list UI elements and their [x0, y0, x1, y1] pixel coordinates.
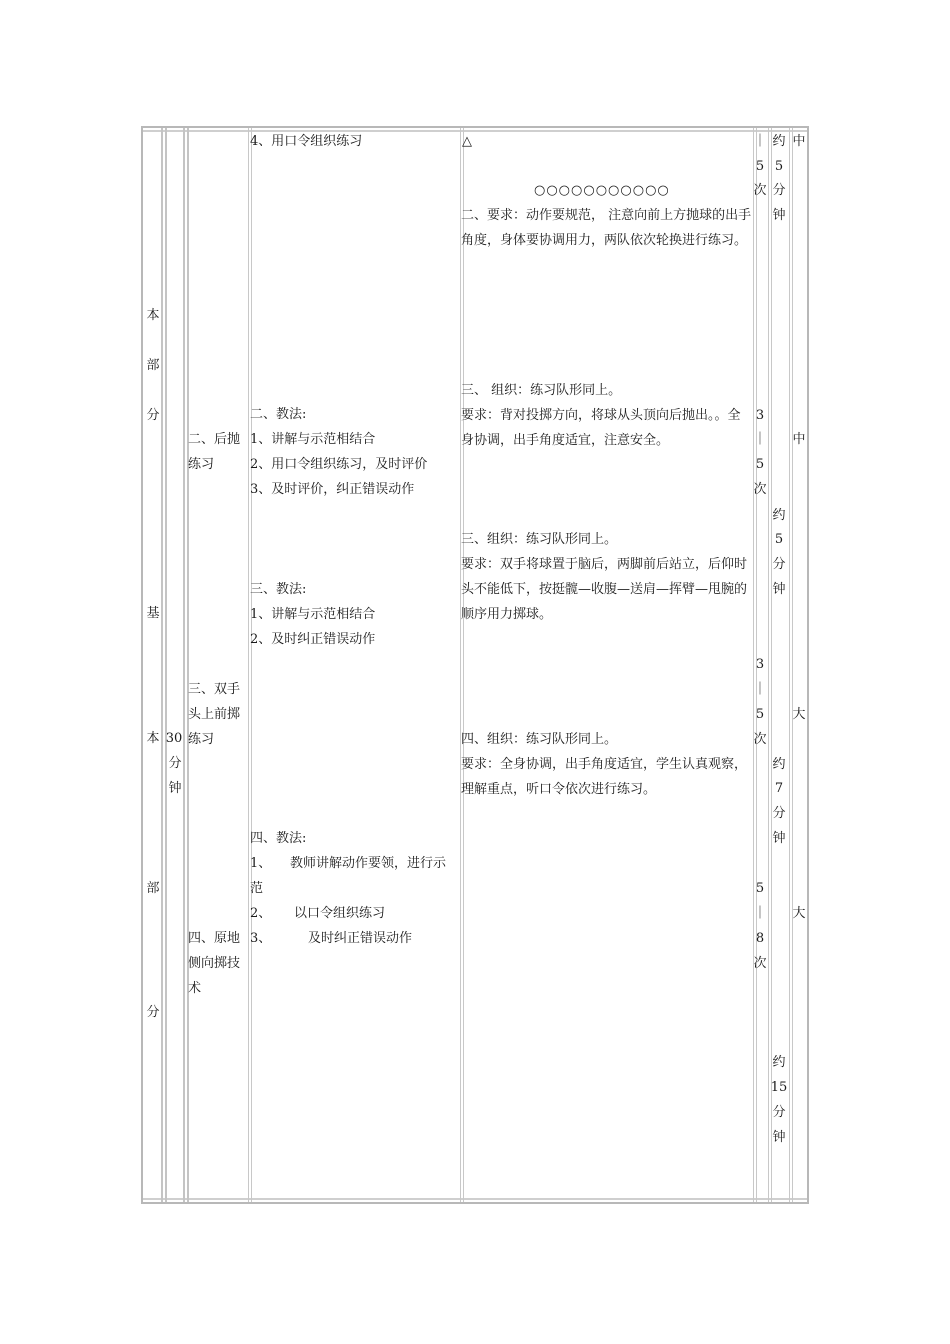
- duration-1-char: 分: [772, 183, 786, 198]
- col-divider: [248, 128, 249, 1202]
- method-3-line: 三、教法:: [250, 582, 307, 597]
- method-2-line: 2、用口令组织练习，及时评价: [250, 457, 428, 472]
- requirement-4: 要求：全身协调，出手角度适宜，学生认真观察，理解重点，听口令依次进行练习。: [461, 757, 748, 797]
- col-divider: [251, 128, 252, 1202]
- content-item-4-line: 侧向掷技: [188, 956, 241, 971]
- method-4-item-number: 2、: [250, 906, 272, 921]
- col-divider: [789, 128, 790, 1202]
- duration-1-char: 约: [772, 134, 786, 149]
- count-1-char: 5: [755, 159, 765, 174]
- duration-4-char: 钟: [772, 1130, 786, 1145]
- col-divider: [792, 128, 793, 1202]
- count-3-char: ｜: [753, 682, 767, 697]
- col-divider: [460, 128, 461, 1202]
- count-2-char: ｜: [753, 432, 767, 447]
- count-2-char: 5: [755, 457, 765, 472]
- content-item-3-line: 头上前掷: [188, 707, 241, 722]
- table-bottom-rule: [143, 1198, 807, 1200]
- section-char: 分: [146, 1005, 160, 1020]
- section-char: 基: [146, 606, 160, 621]
- duration-3-char: 钟: [772, 831, 786, 846]
- duration-2-char: 约: [772, 508, 786, 523]
- time-char: 钟: [168, 781, 182, 796]
- count-1-char: ｜: [753, 134, 767, 149]
- method-4-item-text: 及时纠正错误动作: [308, 931, 413, 946]
- intensity-3: 大: [792, 707, 806, 722]
- section-char: 部: [146, 881, 160, 896]
- triangle-icon: △: [462, 134, 472, 149]
- method-top-line: 4、用口令组织练习: [250, 134, 363, 149]
- col-divider: [165, 128, 167, 1202]
- content-item-4-line: 四、原地: [188, 931, 241, 946]
- duration-1-char: 钟: [772, 208, 786, 223]
- requirement-1: 二、要求：动作要规范， 注意向前上方抛球的出手角度，身体要协调用力，两队依次轮换进行练习。: [461, 208, 752, 248]
- method-4-item-number: 1、: [250, 856, 272, 871]
- col-divider: [771, 128, 772, 1202]
- duration-2-char: 分: [772, 557, 786, 572]
- count-2-char: 次: [753, 482, 767, 497]
- organization-3-heading: 三、组织：练习队形同上。: [461, 532, 618, 547]
- duration-4-char: 约: [772, 1055, 786, 1070]
- content-item-3-line: 练习: [188, 732, 215, 747]
- table-top-rule: [143, 130, 807, 132]
- count-4-char: 5: [755, 881, 765, 896]
- content-item-3-line: 三、双手: [188, 682, 241, 697]
- organization-2-heading: 三、 组织：练习队形同上。: [461, 383, 622, 398]
- count-1-char: 次: [753, 183, 767, 198]
- duration-2-char: 钟: [772, 582, 786, 597]
- section-char: 本: [146, 731, 160, 746]
- col-divider: [463, 128, 464, 1202]
- duration-1-char: 5: [774, 159, 784, 174]
- col-divider: [161, 128, 163, 1202]
- duration-3-char: 7: [774, 781, 784, 796]
- content-item-2-line: 二、后抛: [188, 432, 241, 447]
- student-formation: ○○○○○○○○○○○: [534, 183, 670, 198]
- method-2-line: 3、及时评价，纠正错误动作: [250, 482, 415, 497]
- count-3-char: 5: [755, 707, 765, 722]
- section-char: 本: [146, 308, 160, 323]
- intensity-2: 中: [792, 432, 806, 447]
- method-4-item-wrap: 范: [250, 881, 264, 896]
- count-3-char: 次: [753, 732, 767, 747]
- method-2-line: 二、教法:: [250, 407, 307, 422]
- method-4-item-text: 以口令组织练习: [294, 906, 386, 921]
- time-number: 30: [165, 731, 183, 746]
- method-4-item-text: 教师讲解动作要领，进行示: [290, 856, 447, 871]
- duration-4-char: 分: [772, 1105, 786, 1120]
- requirement-3: 要求：双手将球置于脑后，两脚前后站立，后仰时头不能低下，按挺髋—收腹—送肩—挥臂—甩腕的顺序用力掷球。: [461, 557, 748, 622]
- count-4-char: 8: [755, 931, 765, 946]
- col-divider: [183, 128, 185, 1202]
- duration-3-char: 分: [772, 806, 786, 821]
- count-4-char: ｜: [753, 906, 767, 921]
- count-3-char: 3: [755, 657, 765, 672]
- duration-3-char: 约: [772, 757, 786, 772]
- method-4-heading: 四、教法:: [250, 831, 307, 846]
- col-divider: [187, 128, 189, 1202]
- section-char: 部: [146, 358, 160, 373]
- method-4-item-number: 3、: [250, 931, 272, 946]
- intensity-4: 大: [792, 906, 806, 921]
- organization-4-heading: 四、组织：练习队形同上。: [461, 732, 618, 747]
- duration-2-char: 5: [774, 532, 784, 547]
- lesson-plan-table: [141, 126, 809, 1204]
- content-item-2-line: 练习: [188, 457, 215, 472]
- content-item-4-line: 术: [188, 981, 202, 996]
- method-3-line: 1、讲解与示范相结合: [250, 607, 376, 622]
- intensity-1: 中: [792, 134, 806, 149]
- duration-4-char: 15: [770, 1080, 788, 1095]
- time-char: 分: [168, 756, 182, 771]
- count-4-char: 次: [753, 956, 767, 971]
- requirement-2: 要求：背对投掷方向，将球从头顶向后抛出。。全身协调，出手角度适宜，注意安全。: [461, 408, 741, 448]
- section-char: 分: [146, 408, 160, 423]
- method-3-line: 2、及时纠正错误动作: [250, 632, 376, 647]
- method-2-line: 1、讲解与示范相结合: [250, 432, 376, 447]
- count-2-char: 3: [755, 408, 765, 423]
